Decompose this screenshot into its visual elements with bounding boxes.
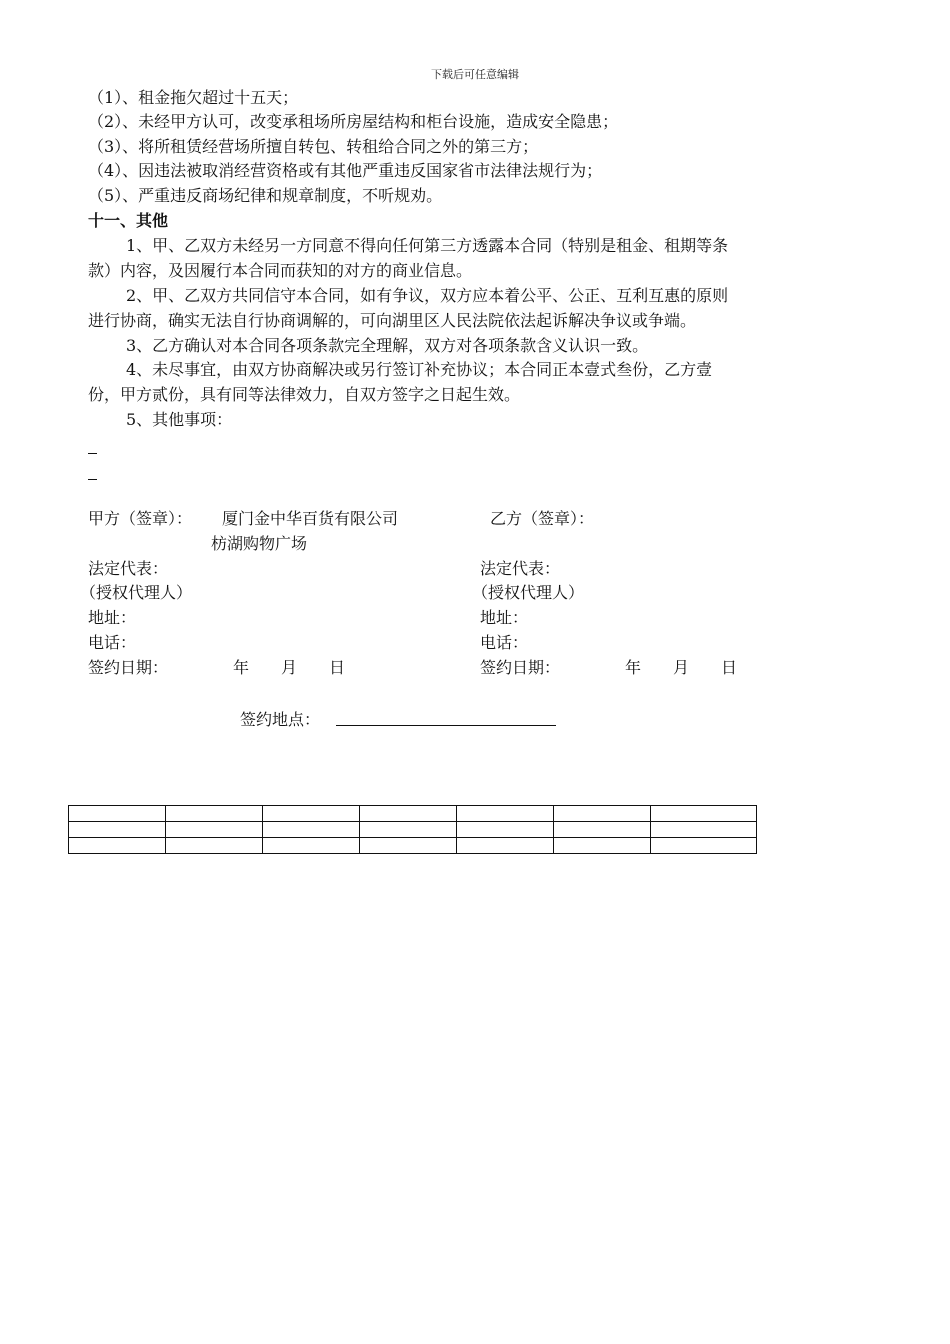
table-cell bbox=[263, 806, 360, 822]
party-a-phone: 电话： bbox=[88, 633, 137, 652]
blank-dash-2 bbox=[88, 479, 97, 480]
clause-1-line-1: 1、甲、乙双方未经另一方同意不得向任何第三方透露本合同（特别是租金、租期等条 bbox=[126, 236, 729, 255]
party-b-agent: （授权代理人） bbox=[472, 583, 585, 602]
party-a-label: 甲方（签章）： bbox=[88, 509, 193, 528]
party-b-label: 乙方（签章）： bbox=[490, 509, 595, 528]
page-header-note: 下载后可任意编辑 bbox=[431, 68, 519, 81]
blank-dash-1 bbox=[88, 453, 97, 454]
table-cell bbox=[166, 822, 263, 838]
party-a-day: 日 bbox=[329, 658, 346, 677]
table-cell bbox=[651, 806, 757, 822]
section-title: 十一、其他 bbox=[88, 211, 169, 230]
table-cell bbox=[554, 822, 651, 838]
term-4: （4）、因违法被取消经营资格或有其他严重违反国家省市法律法规行为； bbox=[88, 161, 603, 180]
table-row bbox=[69, 806, 757, 822]
party-b-rep: 法定代表： bbox=[480, 559, 561, 578]
table-cell bbox=[651, 822, 757, 838]
party-b-date-label: 签约日期： bbox=[480, 658, 561, 677]
party-a-year: 年 bbox=[233, 658, 250, 677]
table-cell bbox=[263, 822, 360, 838]
table-cell bbox=[69, 838, 166, 854]
table-cell bbox=[457, 806, 554, 822]
signing-place-label: 签约地点： bbox=[240, 710, 321, 729]
party-b-day: 日 bbox=[721, 658, 738, 677]
party-a-company-branch: 枋湖购物广场 bbox=[211, 534, 308, 553]
party-a-date-label: 签约日期： bbox=[88, 658, 169, 677]
table-cell bbox=[554, 806, 651, 822]
party-a-rep: 法定代表： bbox=[88, 559, 169, 578]
clause-4-line-1: 4、未尽事宜，由双方协商解决或另行签订补充协议；本合同正本壹式叁份，乙方壹 bbox=[126, 360, 713, 379]
party-a-address: 地址： bbox=[88, 608, 137, 627]
table-cell bbox=[360, 838, 457, 854]
party-b-month: 月 bbox=[673, 658, 690, 677]
table-cell bbox=[554, 838, 651, 854]
party-b-phone: 电话： bbox=[480, 633, 529, 652]
party-a-agent: （授权代理人） bbox=[80, 583, 193, 602]
term-3: （3）、将所租赁经营场所擅自转包、转租给合同之外的第三方； bbox=[88, 137, 539, 156]
empty-grid-table bbox=[68, 805, 757, 854]
table-row bbox=[69, 838, 757, 854]
table-cell bbox=[166, 838, 263, 854]
table-cell bbox=[360, 806, 457, 822]
clause-5-line-1: 5、其他事项： bbox=[126, 410, 233, 429]
signing-place-blank bbox=[336, 725, 556, 726]
clause-1-line-2: 款）内容，及因履行本合同而获知的对方的商业信息。 bbox=[88, 261, 473, 280]
table-cell bbox=[263, 838, 360, 854]
table-cell bbox=[69, 806, 166, 822]
party-b-address: 地址： bbox=[480, 608, 529, 627]
table-cell bbox=[166, 806, 263, 822]
table-cell bbox=[651, 838, 757, 854]
table-cell bbox=[360, 822, 457, 838]
term-5: （5）、严重违反商场纪律和规章制度，不听规劝。 bbox=[88, 186, 443, 205]
table-cell bbox=[457, 822, 554, 838]
table-cell bbox=[457, 838, 554, 854]
clause-3-line-1: 3、乙方确认对本合同各项条款完全理解，双方对各项条款含义认识一致。 bbox=[126, 336, 649, 355]
table-cell bbox=[69, 822, 166, 838]
party-a-month: 月 bbox=[281, 658, 298, 677]
clause-4-line-2: 份，甲方贰份，具有同等法律效力，自双方签字之日起生效。 bbox=[88, 385, 521, 404]
clause-2-line-1: 2、甲、乙双方共同信守本合同，如有争议，双方应本着公平、公正、互利互惠的原则 bbox=[126, 286, 729, 305]
party-b-year: 年 bbox=[625, 658, 642, 677]
table-row bbox=[69, 822, 757, 838]
party-a-company: 厦门金中华百货有限公司 bbox=[222, 509, 399, 528]
clause-2-line-2: 进行协商，确实无法自行协商调解的，可向湖里区人民法院依法起诉解决争议或争端。 bbox=[88, 311, 697, 330]
term-1: （1）、租金拖欠超过十五天； bbox=[88, 88, 299, 107]
term-2: （2）、未经甲方认可，改变承租场所房屋结构和柜台设施，造成安全隐患； bbox=[88, 112, 619, 131]
